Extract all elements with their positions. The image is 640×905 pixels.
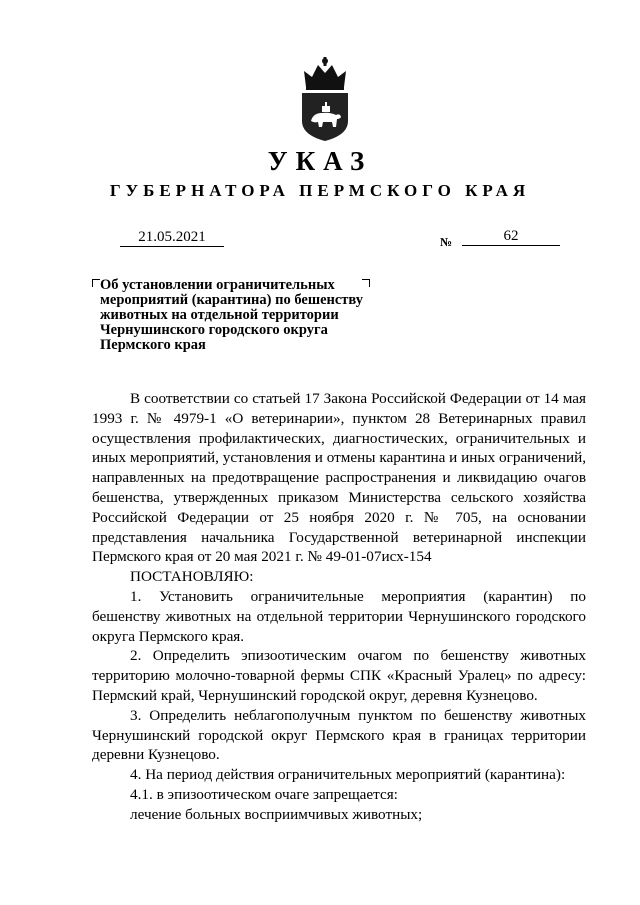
- document-issuer: ГУБЕРНАТОРА ПЕРМСКОГО КРАЯ: [109, 181, 531, 200]
- document-title: УКАЗ: [267, 146, 373, 176]
- number-label: №: [440, 235, 453, 249]
- document-subject: Об установлении ограничительных мероприятий (карантина) по бешенству животных на отдельной территории Чернушинского городского округа Пермского края: [100, 277, 364, 353]
- document-number: 62: [462, 227, 560, 246]
- clause-4-1-item: лечение больных восприимчивых животных;: [130, 805, 423, 823]
- document-date: 21.05.2021: [120, 228, 224, 247]
- preamble-paragraph: В соответствии со статьей 17 Закона Российской Федерации от 14 мая 1993 г. № 4979-1 «О ветеринарии», пунктом 28 Ветеринарных правил осуществления профилактических, диагностических, ограничительных и иных мероприятий, установления и отмены карантина и иных ограничений, направленных на предотвращение распространения и ликвидацию очагов бешенства, утвержденных приказом Министерства сельского хозяйства Российской Федерации от 25 ноября 2020 г. № 705, на основании представления начальника Государственной ветеринарной инспекции Пермского края от 20 мая 2021 г. № 49-01-07исх-154: [92, 390, 586, 566]
- clause-2: 2. Определить эпизоотическим очагом по бешенству животных территорию молочно-товарной фермы СПК «Красный Уралец» по адресу: Пермский край, Чернушинский городской округ, деревня Кузнецово.: [92, 647, 586, 704]
- clause-3: 3. Определить неблагополучным пунктом по бешенству животных Чернушинский городской округ Пермского края в границах территории деревни Кузнецово.: [92, 706, 586, 764]
- subject-bracket-left: [92, 279, 100, 287]
- coat-of-arms-emblem: [296, 55, 354, 143]
- resolve-heading: ПОСТАНОВЛЯЮ:: [130, 568, 254, 586]
- clause-1: 1. Установить ограничительные мероприятия (карантин) по бешенству животных на отдельной территории Чернушинского городского округа Пермского края.: [92, 587, 586, 645]
- document-body: [92, 389, 586, 825]
- clause-4: 4. На период действия ограничительных мероприятий (карантина):: [130, 766, 566, 784]
- clause-4-1: 4.1. в эпизоотическом очаге запрещается:: [130, 785, 398, 803]
